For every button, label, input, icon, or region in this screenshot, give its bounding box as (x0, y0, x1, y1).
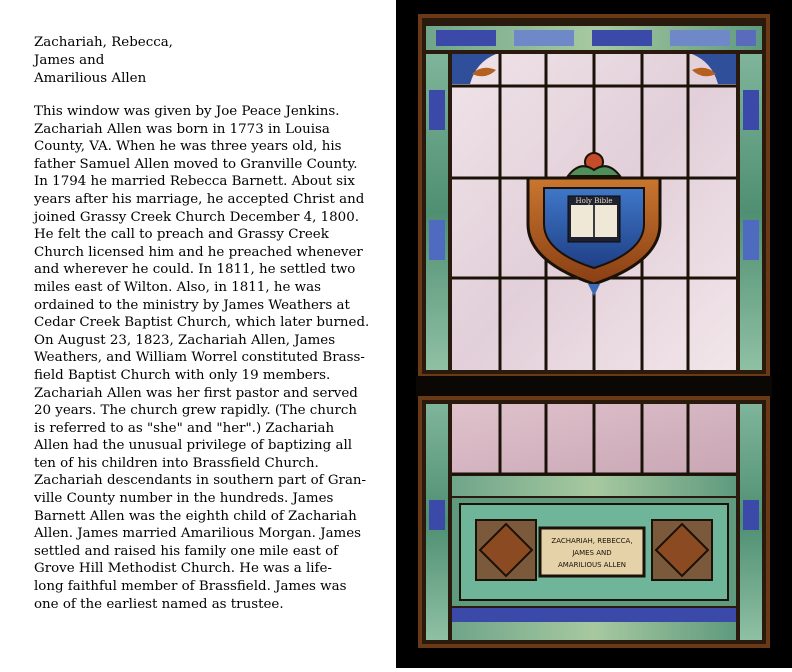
memorial-body (34, 103, 384, 613)
body-line: miles east of Wilton. Also, in 1811, he was (34, 279, 321, 295)
plaque-line: JAMES AND (572, 549, 612, 557)
body-line: father Samuel Allen moved to Granville County. (34, 156, 358, 172)
bible-label: Holy Bible (575, 197, 613, 205)
body-line: He felt the call to preach and Grassy Creek (34, 227, 329, 243)
memorial-title: Zachariah, Rebecca, James and Amarilious Allen (34, 35, 173, 86)
body-line: Allen. James married Amarilious Morgan. James (34, 526, 362, 542)
body-line: is referred to as "she" and "her".) Zachariah (34, 420, 335, 436)
window-image (396, 0, 792, 668)
body-line: settled and raised his family one mile east of (34, 543, 339, 559)
body-line: 20 years. The church grew rapidly. (The church (34, 403, 358, 419)
body-line: joined Grassy Creek Church December 4, 1800. (34, 209, 359, 225)
stained-glass-window (396, 0, 792, 668)
body-line: Barnett Allen was the eighth child of Zachariah (34, 508, 357, 524)
body-line: In 1794 he married Rebecca Barnett. About six (34, 174, 355, 190)
body-line: years after his marriage, he accepted Christ and (34, 191, 365, 207)
body-line: Cedar Creek Baptist Church, which later burned. (34, 315, 370, 331)
body-line: Zachariah Allen was her first pastor and served (34, 385, 358, 401)
body-line: one of the earliest named as trustee. (34, 596, 284, 612)
text-panel (0, 0, 396, 668)
body-line: Zachariah descendants in southern part of Gran- (34, 473, 367, 489)
body-line: On August 23, 1823, Zachariah Allen, James (34, 332, 336, 348)
body-line: field Baptist Church with only 19 members. (34, 367, 331, 383)
body-line: and wherever he could. In 1811, he settled two (34, 262, 356, 278)
body-line: Weathers, and William Worrel constituted Brass- (34, 350, 365, 366)
body-line: Zachariah Allen was born in 1773 in Louisa (34, 121, 330, 137)
body-line: long faithful member of Brassfield. James was (34, 579, 347, 595)
plaque-line: AMARILIOUS ALLEN (557, 561, 627, 569)
body-line: ville County number in the hundreds. James (34, 491, 334, 507)
body-line: ordained to the ministry by James Weathers at (34, 297, 350, 313)
plaque-line: ZACHARIAH, REBECCA, (551, 537, 633, 545)
body-line: ten of his children into Brassfield Church. (34, 455, 319, 471)
body-line: County, VA. When he was three years old, his (34, 139, 342, 155)
body-line: This window was given by Joe Peace Jenkins. (34, 104, 340, 119)
body-line: Grove Hill Methodist Church. He was a life- (34, 561, 332, 577)
body-line: Allen had the unusual privilege of baptizing all (34, 438, 353, 454)
body-line: Church licensed him and he preached whenever (34, 244, 363, 260)
